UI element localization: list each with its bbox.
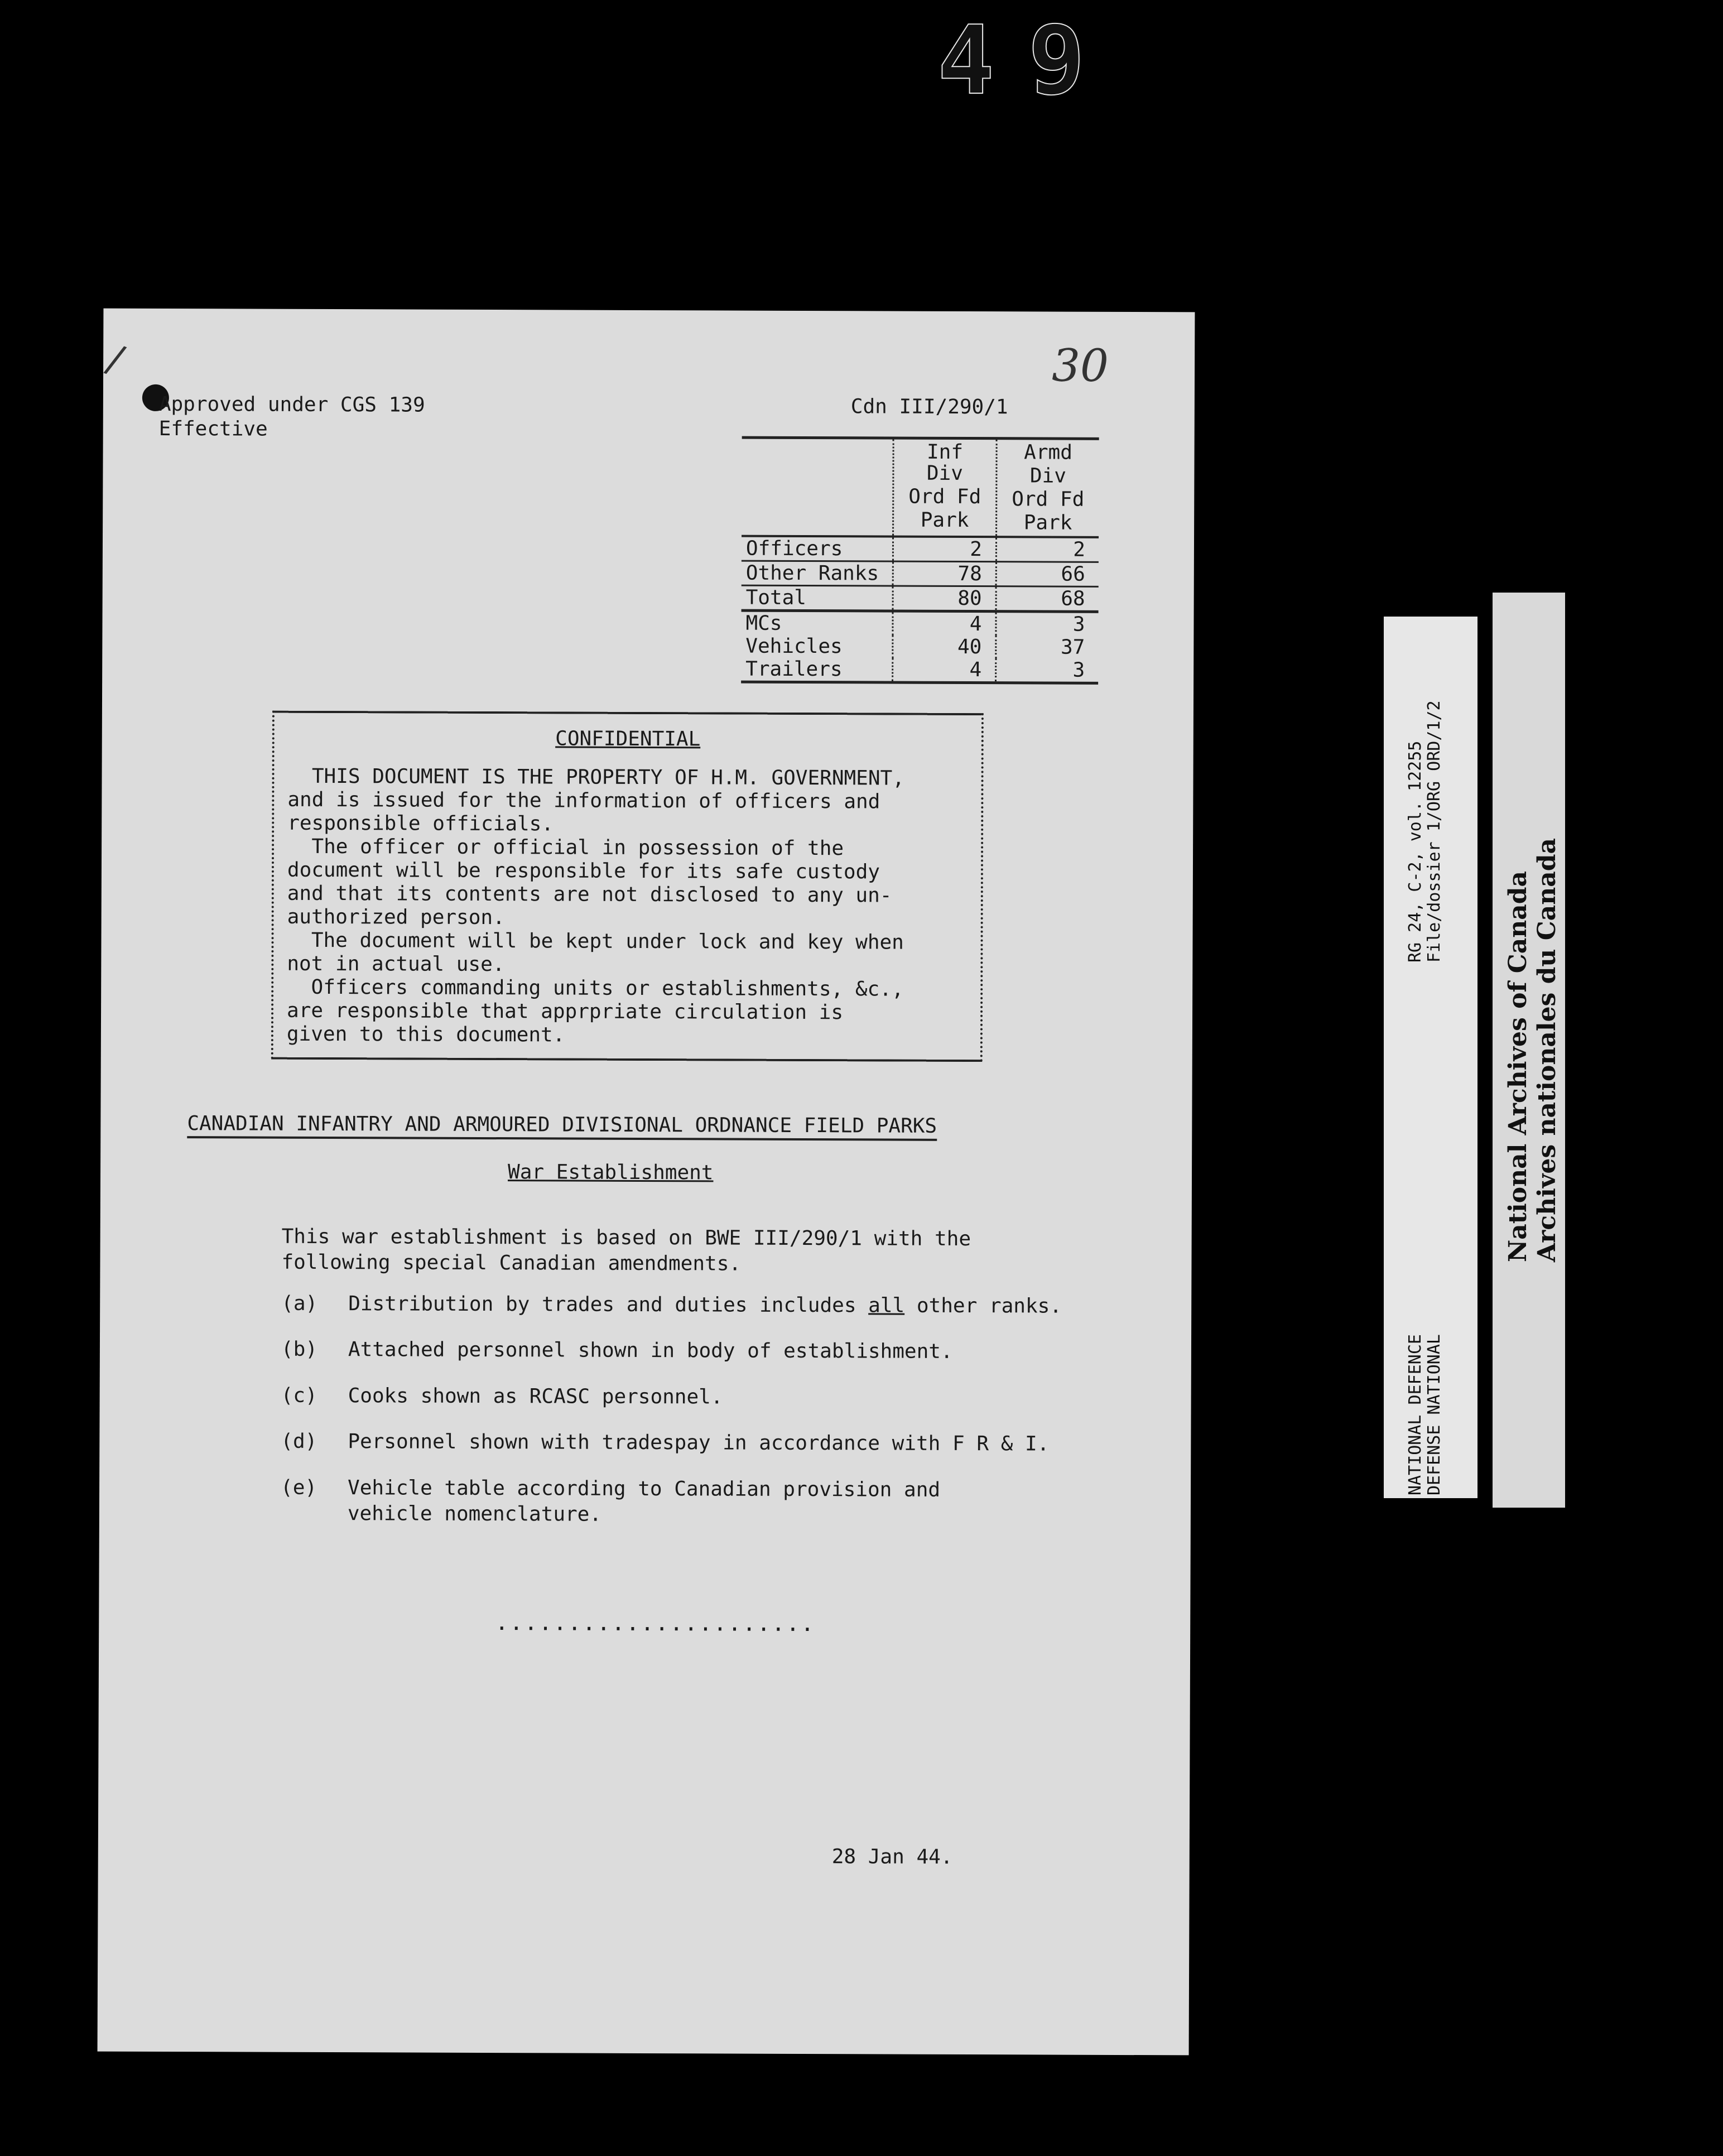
confidential-para-3: The document will be kept under lock and key when not in actual use. — [287, 928, 904, 976]
table-header-blank — [742, 439, 893, 536]
reference-number: Cdn III/290/1 — [850, 395, 1008, 419]
row-armd: 37 — [995, 636, 1098, 659]
document-date: 28 Jan 44. — [831, 1845, 953, 1869]
archives-text — [1504, 838, 1562, 1262]
reference-line-2: File/dossier 1/ORG ORD/1/2 — [1424, 700, 1444, 963]
row-inf: 4 — [892, 613, 995, 636]
row-label: Officers — [745, 537, 843, 561]
row-armd: 66 — [995, 562, 1099, 586]
intro-text: This war establishment is based on BWE III/290/1 with the following special Canadian amendments. — [281, 1225, 971, 1276]
amendment-text: Personnel shown with tradespay in accordance with F R & I. — [348, 1430, 1050, 1456]
row-inf: 2 — [892, 538, 995, 561]
effective-line: Effective — [158, 417, 268, 441]
reference-text — [1406, 700, 1444, 963]
row-inf: 78 — [892, 562, 995, 586]
row-armd: 2 — [995, 538, 1099, 561]
header-armd — [995, 440, 1099, 536]
row-label: Other Ranks — [745, 561, 879, 585]
frame-number: 49 — [937, 6, 1119, 116]
amendment-key: (a) — [281, 1292, 318, 1315]
header-armd-line4: Park — [1023, 511, 1072, 535]
row-label: Vehicles — [745, 634, 843, 658]
header-armd-line2: Div — [1029, 464, 1067, 488]
document-page — [98, 309, 1195, 2056]
row-armd: 3 — [995, 658, 1098, 682]
archive-reference-label — [1384, 617, 1477, 1498]
amendment-item — [281, 1291, 1174, 1320]
dotted-separator: ...................... — [495, 1610, 816, 1637]
amendment-text: Attached personnel shown in body of establishment. — [348, 1338, 953, 1363]
table-row — [742, 562, 1099, 588]
reference-line-1: RG 24, C-2, vol. 12255 — [1406, 740, 1425, 963]
amendment-emphasis: all — [868, 1294, 905, 1317]
archives-name-fr: Archives nationales du Canada — [1533, 838, 1561, 1262]
row-label: Trailers — [745, 657, 843, 681]
amendment-key: (d) — [281, 1430, 317, 1453]
row-armd: 3 — [995, 613, 1098, 636]
confidential-para-1: THIS DOCUMENT IS THE PROPERTY OF H.M. GOVERNMENT, and is issued for the information of officers and responsible officials. — [287, 764, 904, 836]
header-inf-line3: Park — [920, 508, 969, 532]
confidential-title: CONFIDENTIAL — [555, 727, 701, 751]
confidential-para-2: The officer or official in possession of the document will be responsible for its safe custody and that its contents are not disclosed to any un- authorized person. — [287, 835, 892, 930]
header-inf-line2: Ord Fd — [908, 485, 981, 509]
amendment-text: Vehicle table according to Canadian provision and vehicle nomenclature. — [347, 1476, 941, 1526]
archives-name-en: National Archives of Canada — [1504, 870, 1532, 1262]
handwritten-number: 30 — [1051, 339, 1109, 392]
amendment-item — [281, 1475, 1006, 1529]
header-inf-line1: Inf Div — [926, 440, 964, 485]
table-row — [741, 635, 1098, 659]
row-label: Total — [745, 586, 807, 609]
amendment-key: (b) — [281, 1337, 318, 1361]
header-inf — [892, 440, 996, 536]
department-en: NATIONAL DEFENCE — [1406, 1334, 1425, 1495]
table-row — [741, 612, 1098, 636]
pencil-mark: / — [101, 335, 130, 383]
amendment-item — [281, 1383, 1174, 1412]
row-label: MCs — [745, 612, 782, 635]
approved-line: Approved under CGS 139 — [158, 392, 425, 417]
header-armd-line1: Armd — [1024, 441, 1072, 464]
amendment-text: Distribution by trades and duties includes — [348, 1292, 869, 1317]
header-armd-line3: Ord Fd — [1012, 488, 1085, 511]
amendment-text-after: other ranks. — [904, 1294, 1062, 1318]
amendment-item — [281, 1337, 1174, 1366]
row-inf: 4 — [892, 658, 995, 682]
document-subheading: War Establishment — [507, 1161, 714, 1185]
amendment-item — [281, 1429, 1173, 1458]
amendment-key: (c) — [281, 1384, 317, 1407]
establishment-table — [741, 436, 1099, 685]
document-heading: CANADIAN INFANTRY AND ARMOURED DIVISIONAL ORDNANCE FIELD PARKS — [187, 1112, 937, 1141]
table-row — [741, 658, 1098, 685]
table-row — [742, 586, 1099, 613]
department-fr: DEFENSE NATIONAL — [1424, 1334, 1444, 1495]
confidential-box — [271, 711, 984, 1062]
archives-label — [1493, 593, 1565, 1508]
table-header — [742, 436, 1099, 538]
row-inf: 80 — [892, 587, 995, 610]
row-inf: 40 — [892, 636, 995, 659]
row-armd: 68 — [995, 587, 1099, 610]
department-text — [1406, 1334, 1444, 1495]
amendment-key: (e) — [281, 1476, 317, 1499]
confidential-para-4: Officers commanding units or establishments, &c., are responsible that apprpriate circulation is given to this document. — [286, 975, 904, 1047]
amendment-text: Cooks shown as RCASC personnel. — [348, 1384, 723, 1409]
table-row — [742, 537, 1099, 563]
